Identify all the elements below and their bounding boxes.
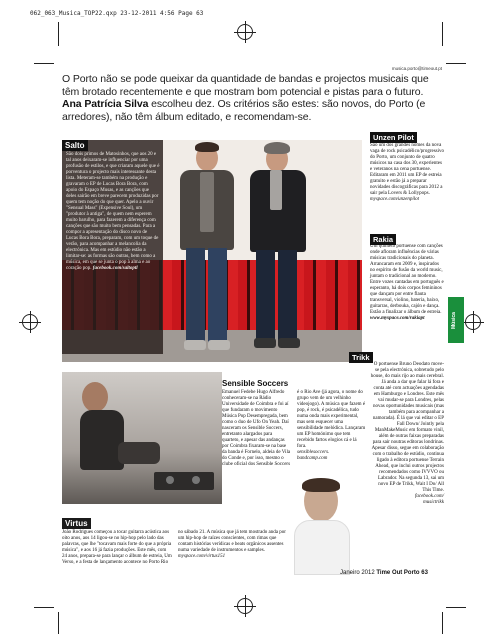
crop-mark xyxy=(446,63,466,64)
sensible-label: Sensible Soccers xyxy=(222,379,289,388)
trikk-text: O portuense Bruno Deodato move-se pela electrónica, sobretudo pelo house, do mais rijo ao mais cerebral. Já anda a dar que falar lá fora e conta até com actuações agendadas em Hamburgo e Londres. Este mês vai mudar-se para Londres, pelas novas oportunidades musicais (mas também para acompanhar a namorada). É lá que vai editar o EP Fall Down/ Jointly pela ManMakeMusic em formato vinil, além de outras faixas preparadas para sair noutras editoras londrinas. Apesar disso, segue em colaboração com o trabalho de estúdio, continua ligado à editora portuense Terrain Ahead, que inclui outros projectos recomendados como IVVVO ou Labrador. Na segunda 13, sai um novo EP de Trikk, Wait I Do/ All This Time. xyxy=(370,362,444,493)
print-slug: 062_063_Musica_TOP22.qxp 23-12-2011 4:56 Page 63 xyxy=(30,10,204,17)
trikk-link-1: facebook.com/ xyxy=(414,494,444,499)
headline-author: Ana Patrícia Silva xyxy=(62,98,149,110)
rakia-label: Rakia xyxy=(370,234,396,245)
headline-rest: escolheu dez. Os critérios são estes: são novos, do Porto (e arredores), não têm álbum editado, e recomendam-se. xyxy=(62,98,426,123)
section-email: musica.porto@timeout.pt xyxy=(391,66,442,71)
crop-mark xyxy=(58,612,59,634)
sensible-link-1: sensiblesoccers. xyxy=(297,450,330,455)
registration-mark-right xyxy=(465,314,481,330)
crop-mark xyxy=(34,63,54,64)
salto-link: facebook.com/saltoptl xyxy=(92,266,138,271)
sensible-text: Emanuel Fedebe Hugo Alfredo conheceram-se na Rádio Universidade de Coimbra e foi aí que fundaram o movimento Música Pop Desempregada, bem como o duo de Ufo On Yeah. Daí nasceram os Sensible Soccers, entretanto alargados para quarteto, e apesar das andanças por Coimbra fixaram-se na base da banda é Fornelo, aldeia de Vila do Conde e, por isso, mesmo o clube oficial dos Sensible Soccers é o Rio Ave (já agora, o nome do grupo vem de um velhinho videojogo). A música que fazem é pop, é rock, é psicadélica, tudo numa onda mais experimental, mas sem esquecer uma sensibilidade melódica. Lançaram um EP homónimo que tem recebido fartos elogios cá e lá fora. xyxy=(222,390,366,467)
virtus-link: myspace.com/virtus151 xyxy=(178,554,226,559)
crop-mark xyxy=(442,612,443,634)
unzen-description xyxy=(370,143,444,203)
unzen-label: Unzen Pilot xyxy=(370,132,417,143)
crop-mark xyxy=(58,22,59,46)
salto-label: Salto xyxy=(62,140,88,151)
registration-mark-left xyxy=(22,314,38,330)
unzen-link: myspace.com/unzenpilot xyxy=(370,197,420,202)
virtus-label: Virtus xyxy=(62,518,91,529)
intro-headline xyxy=(62,73,442,123)
trikk-label: Trikk xyxy=(349,352,373,363)
registration-mark-bottom xyxy=(237,598,253,614)
crop-mark xyxy=(442,22,443,46)
crop-mark xyxy=(34,607,54,608)
section-tab-label: Música xyxy=(451,312,457,329)
headline-lead: O Porto não se pode queixar da quantidade de bandas e projectos musicais que têm brotado recentemente e que mostram bom potencial e pistas para o futuro. xyxy=(62,73,429,98)
trikk-description xyxy=(370,362,444,506)
section-tab-musica xyxy=(448,297,464,343)
rakia-link: www.myspace.com/rakiapt xyxy=(370,316,425,321)
virtus-text: João Rodrigues começou a tocar guitarra acústica aos oito anos, aos 14 ligou-se no hip-hop pelo lado das palavras, que lhe "tocavam mais forte do que a própria música", e aos 16 já fazia produções. Este mês, com 24 anos, prepara-se para lançar o álbum de estreia, Um Verso, e a festa de lançamento acontece no Porto Rio no sábado 21. A música que já tem mostrado anda por um hip-hop de raízes conscientes, com rimas que contam histórias verídicas e beats orgânicos assentes numa variedade de instrumentos e samples. xyxy=(62,530,286,565)
footer-month: Janeiro 2012 xyxy=(340,570,375,576)
footer-page-number: 63 xyxy=(421,570,428,576)
trikk-link-2: musictrikk xyxy=(423,500,444,505)
virtus-photo xyxy=(62,372,222,504)
page-footer xyxy=(340,570,428,576)
trikk-photo xyxy=(294,480,368,575)
rakia-text: Um quinteto portuense com canções onde afloram influências de várias músicas tradicionais do planeta. Arrancaram em 2009 e, inspirados no espírito de fusão da world music, juntam o tradicional ao moderno. Entre vozes cantadas em português e esperanto, há dois corpos femininos que dançam por entre flauta transversal, violino, bateria, baixo, guitarras, derbouka, cajón e dança. Estão a finalizar o álbum de estreia. xyxy=(370,244,444,315)
crop-mark xyxy=(446,607,466,608)
salto-text: São dois primos de Matosinhos, que aos 20 e tal anos deixaram-se influenciar por uma profusão de estilos, e que criaram aquele que é porventura o projecto mais interessante desta lista. Meteram-se também na produção e gravaram o EP de Lucas Bora Bora, com apoio do Espaço Musas, e as canções que deles sairão em breve parecem produzidas por quem tem noção do que quer. Apelo a ouvir "Sensual Mass" (Expensive Soul), um "produtor à antiga", de quem nem esperem muito barulho, para fazerem a diferença com canções que são muito bem pensadas. Para a compor a apresentação do disco novo de Lucas Bora Bora, preparam, com um toque de verão, para acompanhar a melancolia da electrónica. Mas em estúdio não estão a limitar-se: as formas são outras, bem como a música, em que se junta o pop à alma e ao coração pop. xyxy=(66,152,160,271)
unzen-text: São um dos grandes nomes da nova vaga de rock psicadélico/progressivo do Porto, um conjunto de quatro músicos na casa dos 30, experientes e veteranos na cena portuense. Editaram em 2011 um EP de estreia gratuito e estão já a preparar novidades discográficas para 2012 a sair pela Lovers & Lollypops. xyxy=(370,143,445,196)
sensible-link-2: bandcamp.com xyxy=(297,456,328,461)
footer-brand: Time Out Porto xyxy=(376,570,420,576)
rakia-description xyxy=(370,244,444,322)
registration-mark-top xyxy=(237,24,253,40)
salto-description xyxy=(66,152,160,272)
